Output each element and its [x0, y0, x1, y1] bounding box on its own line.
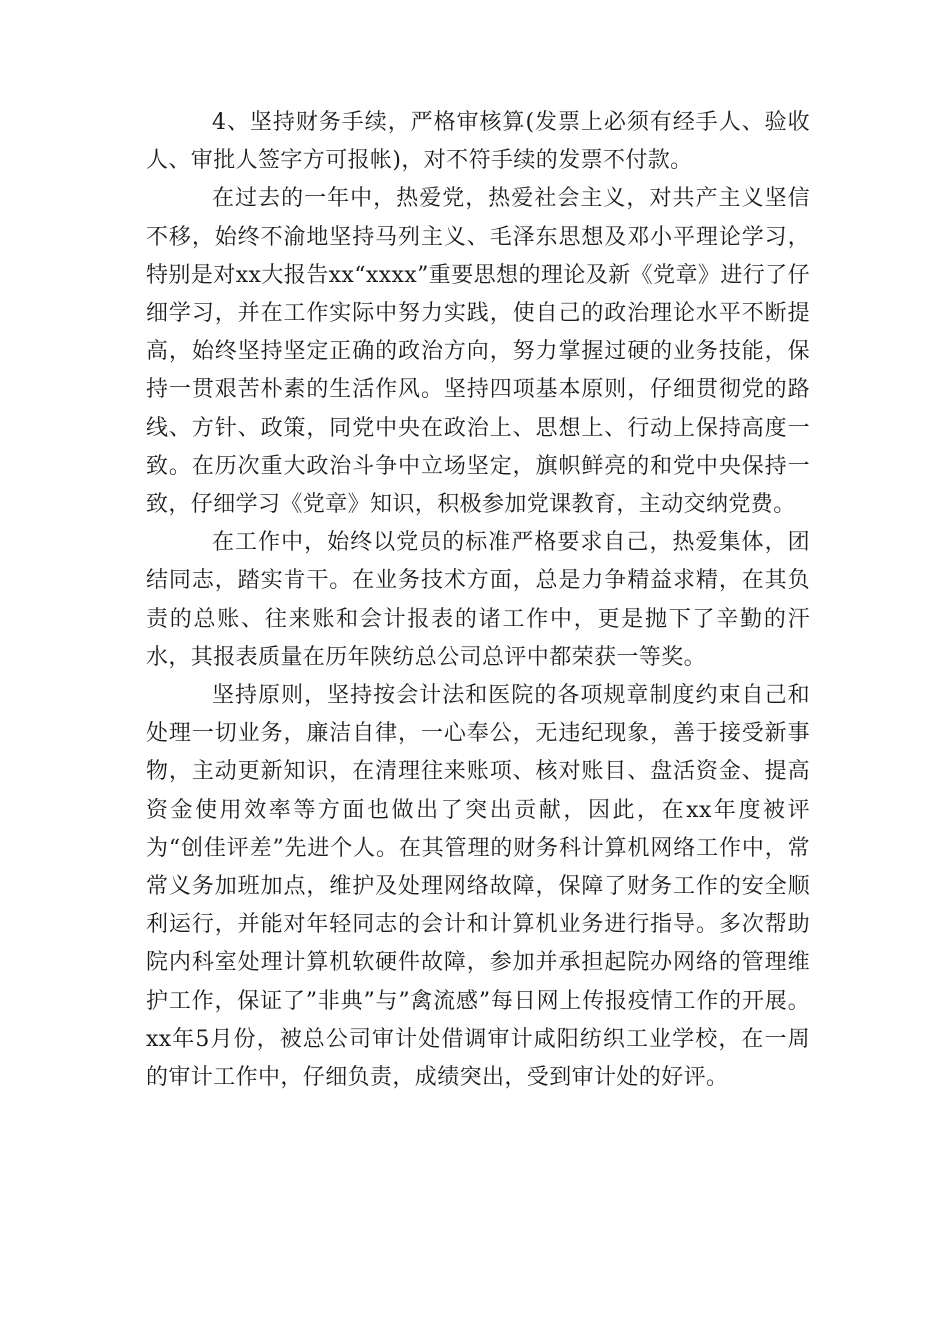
- paragraph-work-attitude: 在工作中，始终以党员的标准严格要求自己，热爱集体，团结同志，踏实肯干。在业务技术方面，总是力争精益求精，在其负责的总账、往来账和会计报表的诸工作中，更是抛下了辛勤的汗水，其报表质量在历年陕纺总公司总评中都荣获一等奖。: [146, 530, 810, 670]
- document-body: [146, 104, 810, 1097]
- paragraph-political-study: 在过去的一年中，热爱党，热爱社会主义，对共产主义坚信不移，始终不渝地坚持马列主义、毛泽东思想及邓小平理论学习，特别是对xx大报告xx“xxxx”重要思想的理论及新《党章》进行了仔细学习，并在工作实际中努力实践，使自己的政治理论水平不断提高，始终坚持坚定正确的政治方向，努力掌握过硬的业务技能，保持一贯艰苦朴素的生活作风。坚持四项基本原则，仔细贯彻党的路线、方针、政策，同党中央在政治上、思想上、行动上保持高度一致。在历次重大政治斗争中立场坚定，旗帜鲜亮的和党中央保持一致，仔细学习《党章》知识，积极参加党课教育，主动交纳党费。: [146, 186, 810, 518]
- paragraph-principles-and-achievements: 坚持原则，坚持按会计法和医院的各项规章制度约束自己和处理一切业务，廉洁自律，一心奉公，无违纪现象，善于接受新事物，主动更新知识，在清理往来账项、核对账目、盘活资金、提高资金使用效率等方面也做出了突出贡献，因此，在xx年度被评为“创佳评差”先进个人。在其管理的财务科计算机网络工作中，常常义务加班加点，维护及处理网络故障，保障了财务工作的安全顺利运行，并能对年轻同志的会计和计算机业务进行指导。多次帮助院内科室处理计算机软硬件故障，参加并承担起院办网络的管理维护工作，保证了”非典”与”禽流感”每日网上传报疫情工作的开展。xx年5月份，被总公司审计处借调审计咸阳纺织工业学校，在一周的审计工作中，仔细负责，成绩突出，受到审计处的好评。: [146, 683, 810, 1091]
- paragraph-financial-procedures: 4、坚持财务手续，严格审核算(发票上必须有经手人、验收人、审批人签字方可报帐)，对不符手续的发票不付款。: [146, 110, 810, 174]
